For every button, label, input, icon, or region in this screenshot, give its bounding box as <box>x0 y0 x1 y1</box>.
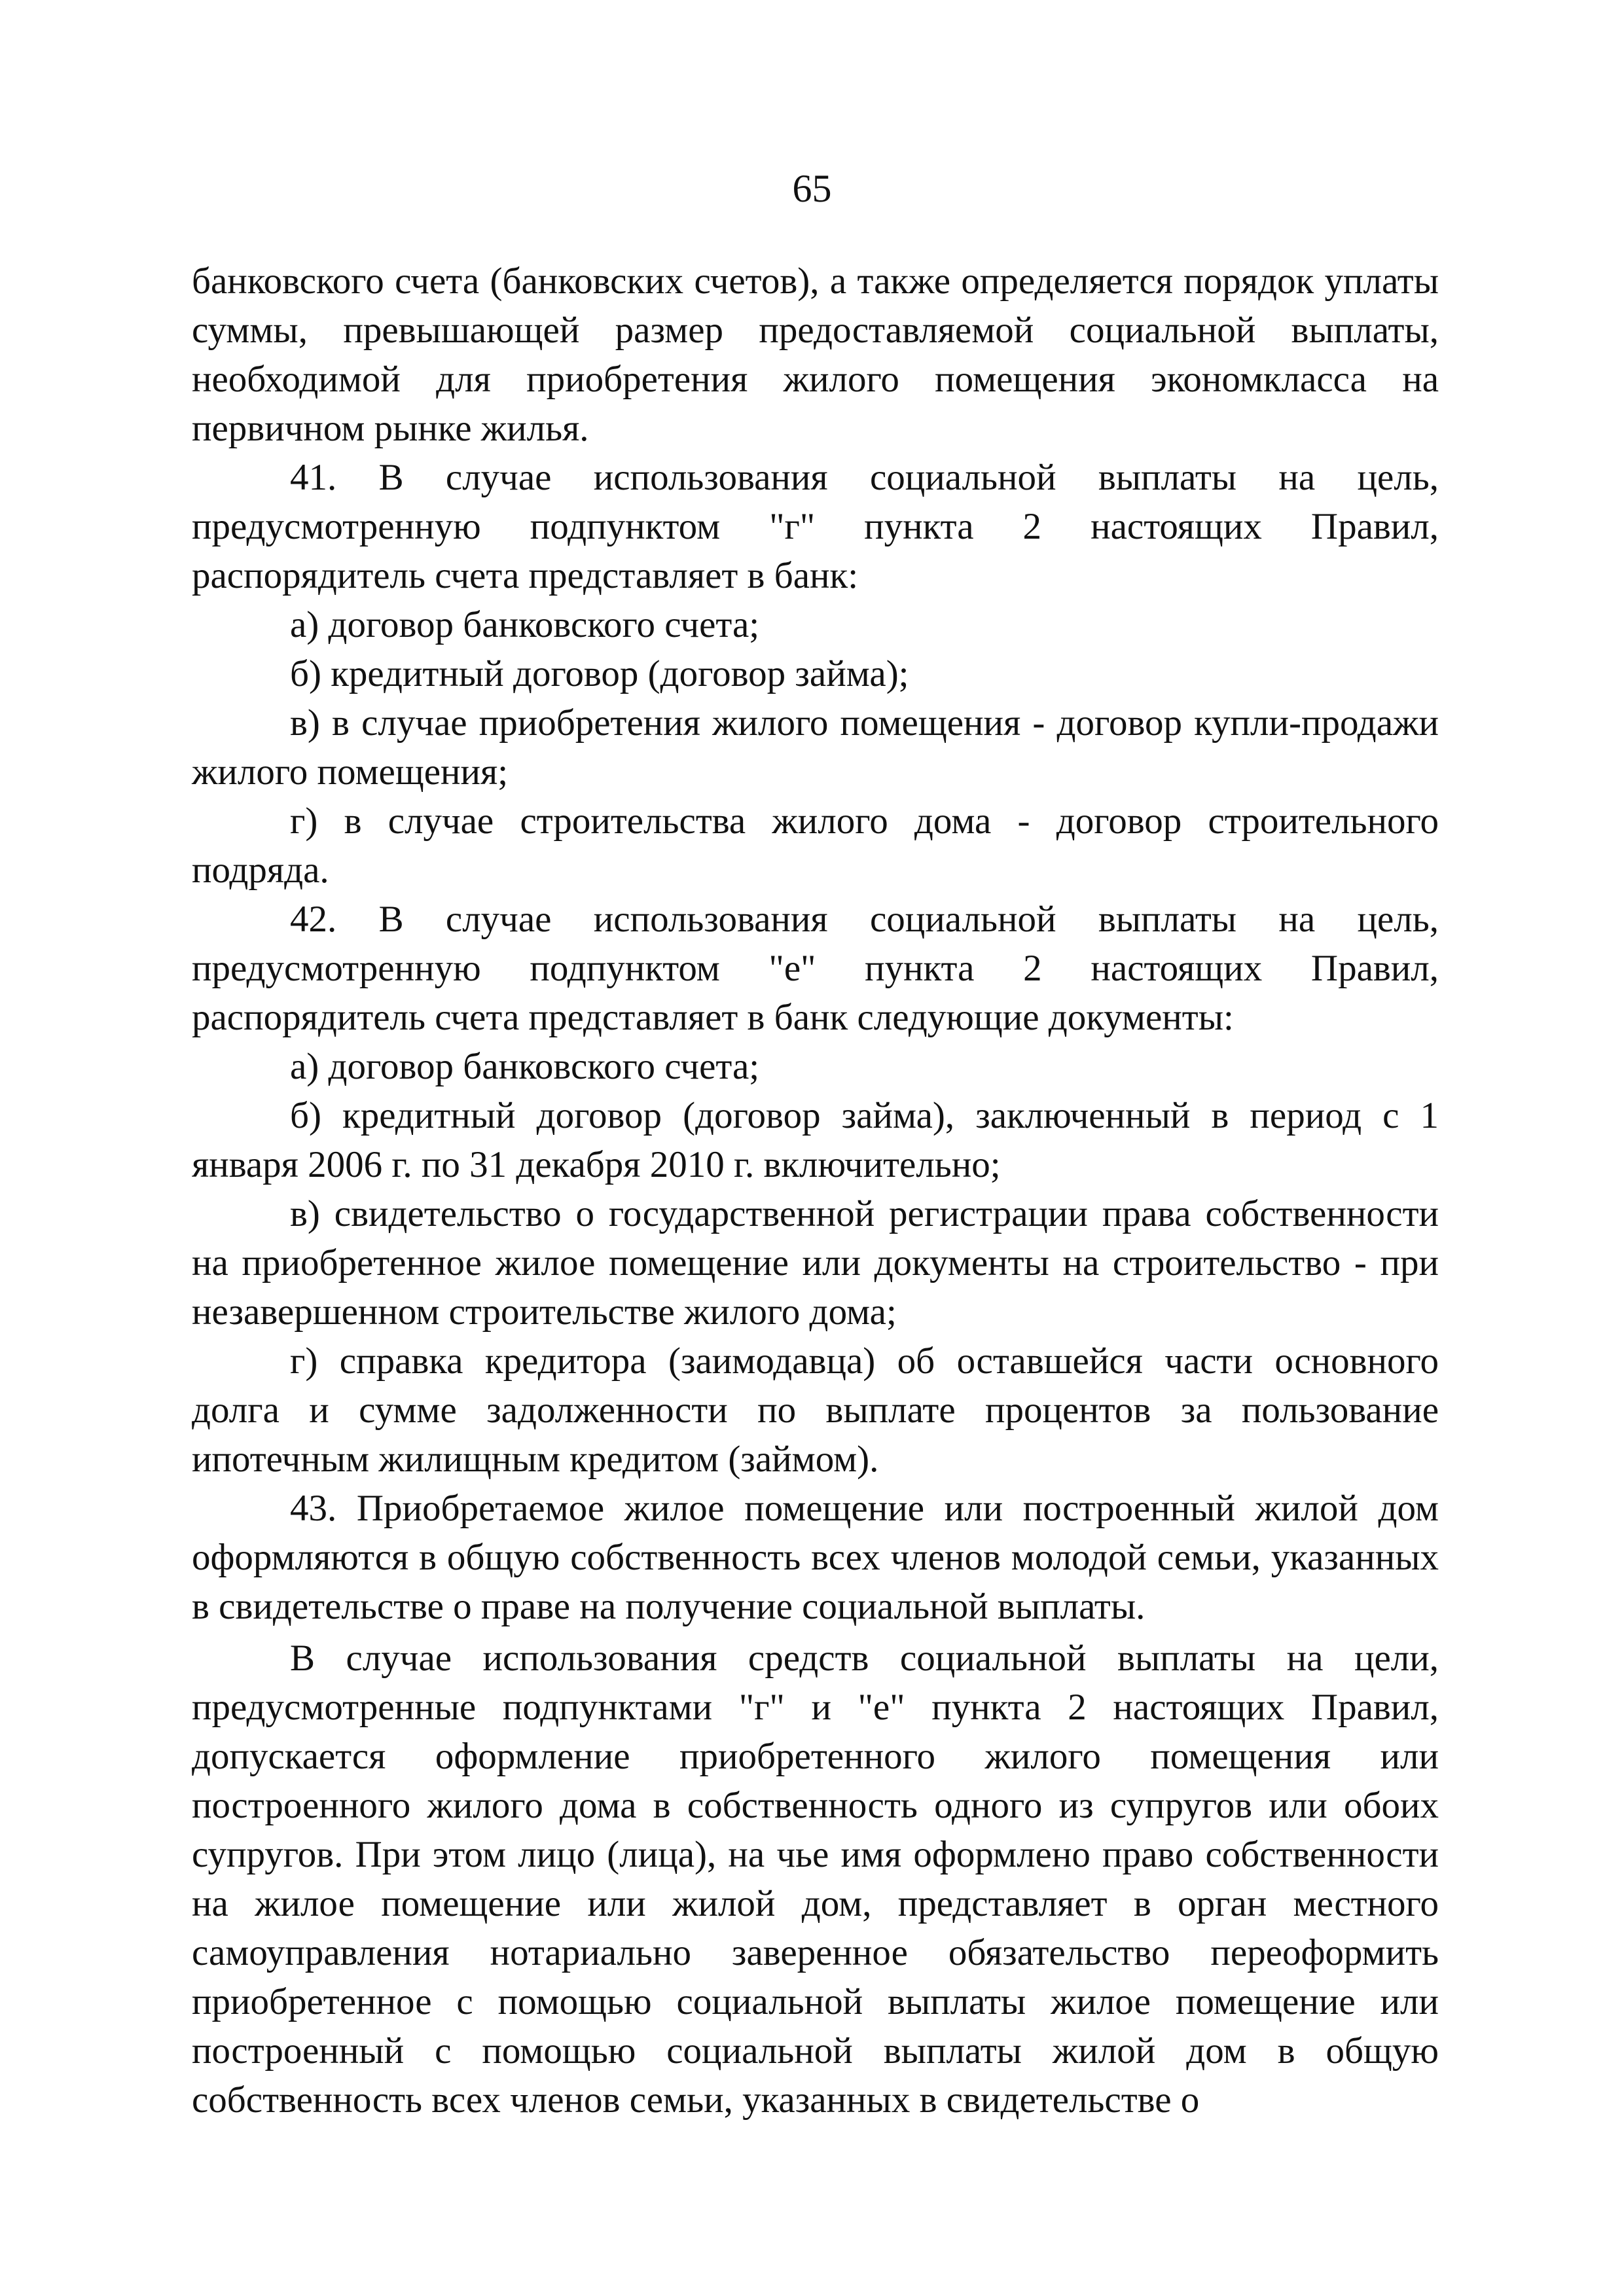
list-item-41-g: г) в случае строительства жилого дома - договор строительного подряда. <box>192 800 1439 891</box>
list-item-42-v: в) свидетельство о государственной регистрации права собственности на приобретенное жилое помещение или документы на строительство - при незавершенном строительстве жилого дома; <box>192 1193 1439 1333</box>
document-body <box>192 257 1439 2125</box>
paragraph-43-continuation: В случае использования средств социальной выплаты на цели, предусмотренные подпунктами "г" и "е" пункта 2 настоящих Правил, допускается оформление приобретенного жилого помещения или построенного жилого дома в собственность одного из супругов или обоих супругов. При этом лицо (лица), на чье имя оформлено право собственности на жилое помещение или жилой дом, представляет в орган местного самоуправления нотариально заверенное обязательство переоформить приобретенное с помощью социальной выплаты жилое помещение или построенный с помощью социальной выплаты жилой дом в общую собственность всех членов семьи, указанных в свидетельстве о <box>192 1638 1439 2121</box>
list-item-41-a: а) договор банковского счета; <box>290 604 760 645</box>
list-item-42-a: а) договор банковского счета; <box>290 1046 760 1087</box>
list-item-42-b: б) кредитный договор (договор займа), заключенный в период с 1 января 2006 г. по 31 декабря 2010 г. включительно; <box>192 1095 1439 1185</box>
list-item-42-g: г) справка кредитора (заимодавца) об оставшейся части основного долга и сумме задолженности по выплате процентов за пользование ипотечным жилищным кредитом (займом). <box>192 1340 1439 1480</box>
list-item-41-b: б) кредитный договор (договор займа); <box>290 653 909 694</box>
list-item-41-v: в) в случае приобретения жилого помещения - договор купли-продажи жилого помещения; <box>192 702 1439 793</box>
paragraph-item-41: 41. В случае использования социальной выплаты на цель, предусмотренную подпунктом "г" пункта 2 настоящих Правил, распорядитель счета представляет в банк: <box>192 457 1439 596</box>
paragraph-continuation: банковского счета (банковских счетов), а также определяется порядок уплаты суммы, превышающей размер предоставляемой социальной выплаты, необходимой для приобретения жилого помещения экономкласса на первичном рынке жилья. <box>192 260 1439 449</box>
paragraph-item-43: 43. Приобретаемое жилое помещение или построенный жилой дом оформляются в общую собственность всех членов молодой семьи, указанных в свидетельстве о праве на получение социальной выплаты. <box>192 1488 1439 1627</box>
paragraph-item-42: 42. В случае использования социальной выплаты на цель, предусмотренную подпунктом "е" пункта 2 настоящих Правил, распорядитель счета представляет в банк следующие документы: <box>192 899 1439 1038</box>
page-number: 65 <box>792 167 832 210</box>
